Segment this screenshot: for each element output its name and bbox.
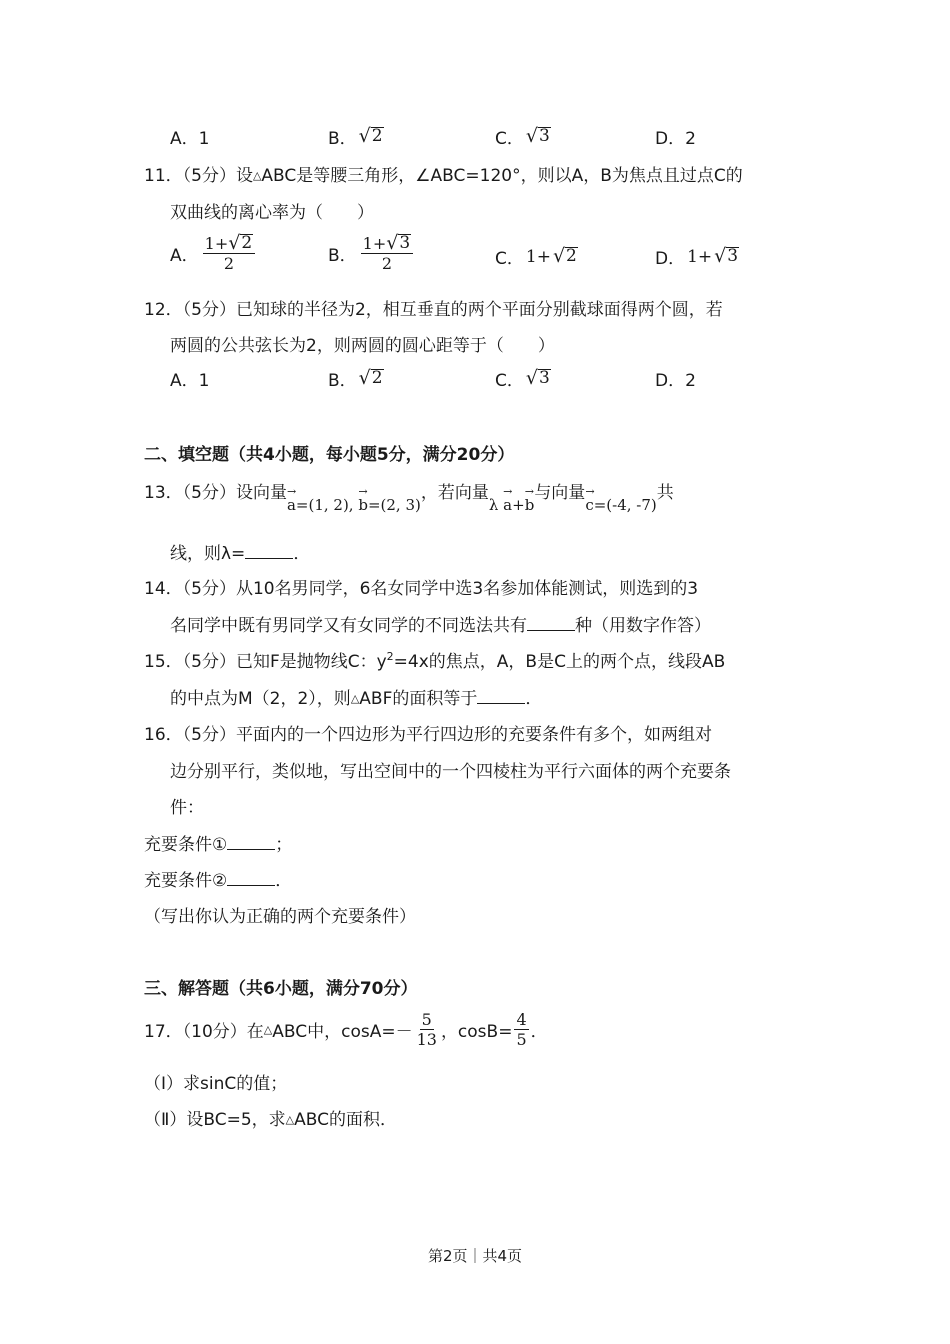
q16-line3: 件： bbox=[170, 798, 204, 818]
q11-option-a: A． 1+ √ 2 2 bbox=[170, 234, 257, 273]
q13-line2: 线，则λ= ． bbox=[170, 544, 311, 564]
q13-answer-blank bbox=[245, 542, 293, 559]
q10-options bbox=[170, 124, 810, 150]
q17-part-2: （Ⅱ）设BC=5，求△ABC的面积． bbox=[144, 1110, 398, 1130]
q13-line1: 13．（5分）设向量→ a=(1, 2), → b=(2, 3)，若向量λ → a+→ b与向量→ c=(-4, -7)共 bbox=[144, 478, 674, 503]
q11-options bbox=[170, 234, 810, 282]
q12-line1: 12．（5分）已知球的半径为2，相互垂直的两个平面分别截球面得两个圆，若 bbox=[144, 300, 723, 320]
q12-options bbox=[170, 366, 810, 392]
q16-condition-1-blank bbox=[227, 833, 275, 850]
q15-line1: 15．（5分）已知F是抛物线C：$y^2=4x$的焦点，A，B是C上的两个点，线段AB bbox=[144, 650, 726, 672]
q12-option-c: C． √ 3 bbox=[495, 367, 550, 391]
q15-line2: 的中点为M（2，2），则△ABF的面积等于 ． bbox=[170, 689, 543, 709]
q10-option-a: A．1 bbox=[170, 129, 210, 149]
q12-option-a: A．1 bbox=[170, 371, 210, 391]
q16-condition-2: 充要条件② ． bbox=[144, 871, 293, 891]
q12-option-b: B． √ 2 bbox=[328, 367, 383, 391]
q17-line1: 17．（10分）在 △ ABC中，cosA=－ $\frac{5}{13}$ ，cosB= $\frac{4}{5}$ ． bbox=[144, 1010, 548, 1049]
section-2-heading: 二、填空题（共4小题，每小题5分，满分20分） bbox=[144, 445, 515, 465]
q16-condition-2-blank bbox=[227, 869, 275, 886]
q10-option-c: C． √ 3 bbox=[495, 125, 550, 149]
q11-option-b: B． 1+ √ 3 2 bbox=[328, 234, 415, 273]
q15-answer-blank bbox=[477, 687, 525, 704]
q16-line2: 边分别平行，类似地，写出空间中的一个四棱柱为平行六面体的两个充要条 bbox=[170, 762, 731, 782]
q11-option-d: D． 1+ √ 3 bbox=[655, 245, 739, 269]
page-footer: 第2页｜共4页 bbox=[427, 1247, 523, 1265]
q10-option-d: D．2 bbox=[655, 129, 696, 149]
q12-line2: 两圆的公共弦长为2，则两圆的圆心距等于（ ） bbox=[170, 336, 555, 356]
q16-line1: 16．（5分）平面内的一个四边形为平行四边形的充要条件有多个，如两组对 bbox=[144, 725, 712, 745]
q17-part-1: （Ⅰ）求sinC的值； bbox=[144, 1074, 288, 1094]
q11-line1: 11．（5分）设△ABC是等腰三角形，∠ABC=120°，则以A，B为焦点且过点C的 bbox=[144, 166, 743, 186]
q11-line2: 双曲线的离心率为（ ） bbox=[170, 203, 374, 223]
q14-answer-blank bbox=[527, 614, 575, 631]
q10-option-b: B． √ 2 bbox=[328, 125, 383, 149]
section-3-heading: 三、解答题（共6小题，满分70分） bbox=[144, 979, 418, 999]
q14-line2: 名同学中既有男同学又有女同学的不同选法共有 种（用数字作答） bbox=[170, 616, 711, 636]
q16-condition-1: 充要条件① ； bbox=[144, 835, 293, 855]
q16-note: （写出你认为正确的两个充要条件） bbox=[144, 907, 416, 927]
q14-line1: 14．（5分）从10名男同学，6名女同学中选3名参加体能测试，则选到的3 bbox=[144, 579, 699, 599]
q12-option-d: D．2 bbox=[655, 371, 696, 391]
q11-option-c: C． 1+ √ 2 bbox=[495, 245, 577, 269]
